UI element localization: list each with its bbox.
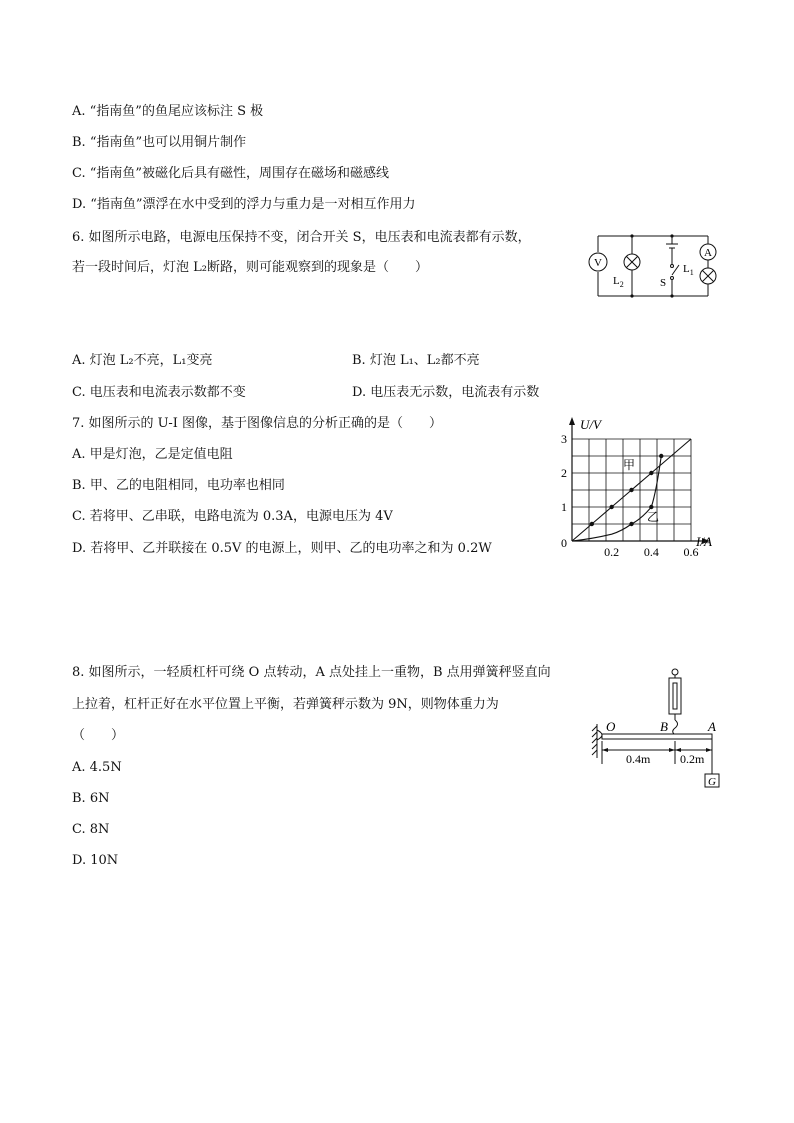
q7-option-a: A. 甲是灯泡，乙是定值电阻 — [72, 447, 233, 462]
q5-option-b: B. “指南鱼”也可以用铜片制作 — [72, 135, 247, 150]
lamp-l1-label: $L_1$ — [683, 263, 694, 277]
ammeter-label: A — [704, 247, 712, 259]
q7-ui-chart — [555, 414, 725, 560]
q8-option-d: D. 10N — [72, 853, 119, 868]
x-axis-label: I/A — [696, 534, 712, 549]
switch-contact-top — [671, 265, 674, 268]
q6-circuit-diagram — [586, 228, 726, 306]
series-jia-point — [629, 488, 633, 492]
point-o-label: O — [606, 719, 616, 734]
switch-label: S — [660, 277, 667, 289]
q8-option-c: C. 8N — [72, 822, 110, 837]
x-tick-label: 0.2 — [604, 545, 620, 559]
series-jia-point — [649, 471, 653, 475]
q7-option-d: D. 若将甲、乙并联接在 0.5V 的电源上，则甲、乙的电功率之和为 0.2W — [72, 541, 492, 556]
y-tick-label: 1 — [561, 500, 567, 514]
dim-arrow-mid-left-icon — [669, 748, 675, 752]
q6-option-c: C. 电压表和电流表示数都不变 — [72, 385, 246, 400]
distance-ba-label: 0.2m — [680, 752, 705, 766]
q8-option-a: A. 4.5N — [72, 760, 122, 775]
series-jia-point — [590, 522, 594, 526]
q8-option-b: B. 6N — [72, 791, 110, 806]
q6-option-d: D. 电压表无示数，电流表有示数 — [352, 385, 540, 400]
y-tick-label: 2 — [561, 466, 567, 480]
lamp-l1-icon — [700, 268, 716, 284]
series-yi-point — [629, 522, 633, 526]
dim-arrow-right-icon — [706, 748, 712, 752]
q6-option-a: A. 灯泡 L₂不亮，L₁变亮 — [72, 353, 213, 368]
distance-ob-label: 0.4m — [626, 752, 651, 766]
series-yi-curve — [572, 456, 661, 541]
wall-icon — [592, 724, 602, 758]
weight-g-label: G — [708, 776, 716, 788]
y-axis-label: U/V — [580, 417, 601, 432]
y-tick-label: 3 — [561, 432, 567, 446]
q7-stem: 7. 如图所示的 U-I 图像，基于图像信息的分析正确的是（ ） — [72, 416, 443, 431]
point-a-label: A — [708, 719, 716, 734]
q8-stem-line1: 8. 如图所示，一轻质杠杆可绕 O 点转动，A 点处挂上一重物，B 点用弹簧秤竖直向 — [72, 665, 551, 680]
q7-option-c: C. 若将甲、乙串联，电路电流为 0.3A，电源电压为 4V — [72, 509, 393, 524]
point-b-label: B — [660, 719, 668, 734]
q5-option-a: A. “指南鱼”的鱼尾应该标注 S 极 — [72, 104, 264, 119]
series-yi-label: 乙 — [647, 510, 660, 524]
q6-stem-line1: 6. 如图所示电路，电源电压保持不变，闭合开关 S，电压表和电流表都有示数， — [72, 230, 531, 245]
voltmeter-label: V — [594, 257, 602, 269]
dim-arrow-left-icon — [602, 748, 608, 752]
x-tick-label: 0.6 — [683, 545, 699, 559]
series-yi-point — [649, 505, 653, 509]
y-axis-arrow-icon — [569, 417, 575, 425]
lever-bar — [602, 734, 712, 739]
lamp-l2-label: $L_2$ — [613, 275, 624, 289]
origin-label: 0 — [561, 536, 567, 550]
series-jia-point — [659, 454, 663, 458]
q7-option-b: B. 甲、乙的电阻相同，电功率也相同 — [72, 478, 285, 493]
series-jia-point — [609, 505, 613, 509]
q6-option-b: B. 灯泡 L₁、L₂都不亮 — [352, 353, 480, 368]
q6-stem-line2: 若一段时间后，灯泡 L₂断路，则可能观察到的现象是（ ） — [72, 260, 428, 275]
q5-option-c: C. “指南鱼”被磁化后具有磁性，周围存在磁场和磁感线 — [72, 166, 390, 181]
spring-balance-icon — [669, 669, 681, 734]
q8-stem-line3: （ ） — [72, 728, 125, 743]
q5-option-d: D. “指南鱼”漂浮在水中受到的浮力与重力是一对相互作用力 — [72, 197, 416, 212]
lamp-l2-icon — [624, 254, 640, 270]
q8-stem-line2: 上拉着，杠杆正好在水平位置上平衡，若弹簧秤示数为 9N，则物体重力为 — [72, 697, 499, 712]
switch-contact-bottom — [671, 277, 674, 280]
q8-lever-diagram — [588, 664, 728, 792]
series-jia-label: 甲 — [623, 458, 636, 472]
x-tick-label: 0.4 — [643, 545, 659, 559]
